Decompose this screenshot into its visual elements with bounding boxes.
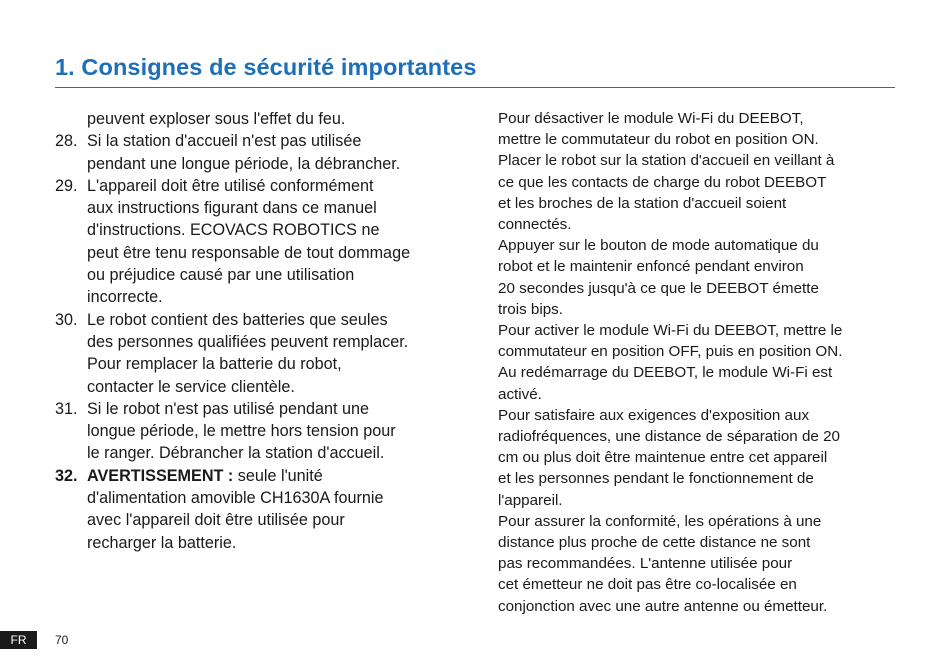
list-item-line: Si le robot n'est pas utilisé pendant une [87,399,370,418]
paragraph-line: 20 secondes jusqu'à ce que le DEEBOT émette [498,279,819,297]
list-item-line: Pour remplacer la batterie du robot, [87,355,342,374]
list-item-28 [55,130,465,152]
paragraph-line: commutateur en position OFF, puis en position ON. [498,343,843,361]
list-item-line: seule l'unité [237,466,323,485]
list-item-line: d'alimentation amovible CH1630A fournie [87,489,384,508]
list-item-line: des personnes qualifiées peuvent remplacer. [87,332,409,351]
list-item-line: pendant une longue période, la débrancher. [87,154,401,173]
paragraph-line: Appuyer sur le bouton de mode automatique du [498,237,819,255]
page-number: 70 [55,633,69,647]
list-item-line: peut être tenu responsable de tout dommage [87,243,411,262]
item-number: 28. [55,132,78,151]
item-number: 30. [55,310,78,329]
paragraph-line: Au redémarrage du DEEBOT, le module Wi-Fi est [498,364,833,382]
paragraph-line: trois bips. [498,300,563,318]
paragraph-line: et les broches de la station d'accueil soient [498,194,787,212]
paragraph-line: connectés. [498,216,572,234]
list-item-line: avec l'appareil doit être utilisée pour [87,511,345,530]
item-number: 31. [55,399,78,418]
left-column [55,108,465,554]
language-badge: FR [0,631,37,649]
right-column [498,108,908,617]
paragraph-line: Placer le robot sur la station d'accueil en veillant à [498,152,835,170]
list-item-line: le ranger. Débrancher la station d'accueil. [87,444,385,463]
list-item-line: recharger la batterie. [87,533,237,552]
list-item-line: d'instructions. ECOVACS ROBOTICS ne [87,221,380,240]
list-item-line: peuvent exploser sous l'effet du feu. [87,110,346,128]
item-number: 32. [55,466,78,485]
list-item-line: Le robot contient des batteries que seules [87,310,388,329]
paragraph-line: Pour assurer la conformité, les opérations à une [498,512,822,530]
paragraph-line: Pour activer le module Wi-Fi du DEEBOT, mettre le [498,322,843,340]
paragraph-line: mettre le commutateur du robot en position ON. [498,131,819,149]
list-item-line: L'appareil doit être utilisé conformément [87,176,374,195]
paragraph-line: pas recommandées. L'antenne utilisée pour [498,555,793,573]
paragraph-line: radiofréquences, une distance de séparation de 20 [498,428,840,446]
paragraph-line: et les personnes pendant le fonctionnement de [498,470,814,488]
page-title: 1. Consignes de sécurité importantes [55,54,477,80]
paragraph-line: ce que les contacts de charge du robot DEEBOT [498,173,827,191]
paragraph-line: cm ou plus doit être maintenue entre cet appareil [498,449,828,467]
list-item-line: contacter le service clientèle. [87,377,295,396]
paragraph-line: cet émetteur ne doit pas être co-localisée en [498,576,797,594]
list-item-31 [55,398,465,420]
list-item-29 [55,175,465,197]
list-item-line: Si la station d'accueil n'est pas utilisée [87,132,362,151]
paragraph-line: robot et le maintenir enfoncé pendant environ [498,258,804,276]
paragraph-line: activé. [498,385,542,403]
warning-label: AVERTISSEMENT : [87,466,234,485]
list-item-30 [55,309,465,331]
paragraph-line: Pour désactiver le module Wi-Fi du DEEBOT, [498,110,804,127]
paragraph-line: distance plus proche de cette distance ne sont [498,534,811,552]
list-item-line: aux instructions figurant dans ce manuel [87,199,377,218]
list-item-line: longue période, le mettre hors tension pour [87,422,396,441]
paragraph-line: conjonction avec une autre antenne ou émetteur. [498,597,828,615]
paragraph-line: Pour satisfaire aux exigences d'exposition aux [498,406,810,424]
list-item-line: incorrecte. [87,288,163,307]
item-number: 29. [55,176,78,195]
list-item-line: ou préjudice causé par une utilisation [87,266,355,285]
title-divider [55,87,895,88]
paragraph-line: l'appareil. [498,491,563,509]
list-item-32 [55,465,465,487]
